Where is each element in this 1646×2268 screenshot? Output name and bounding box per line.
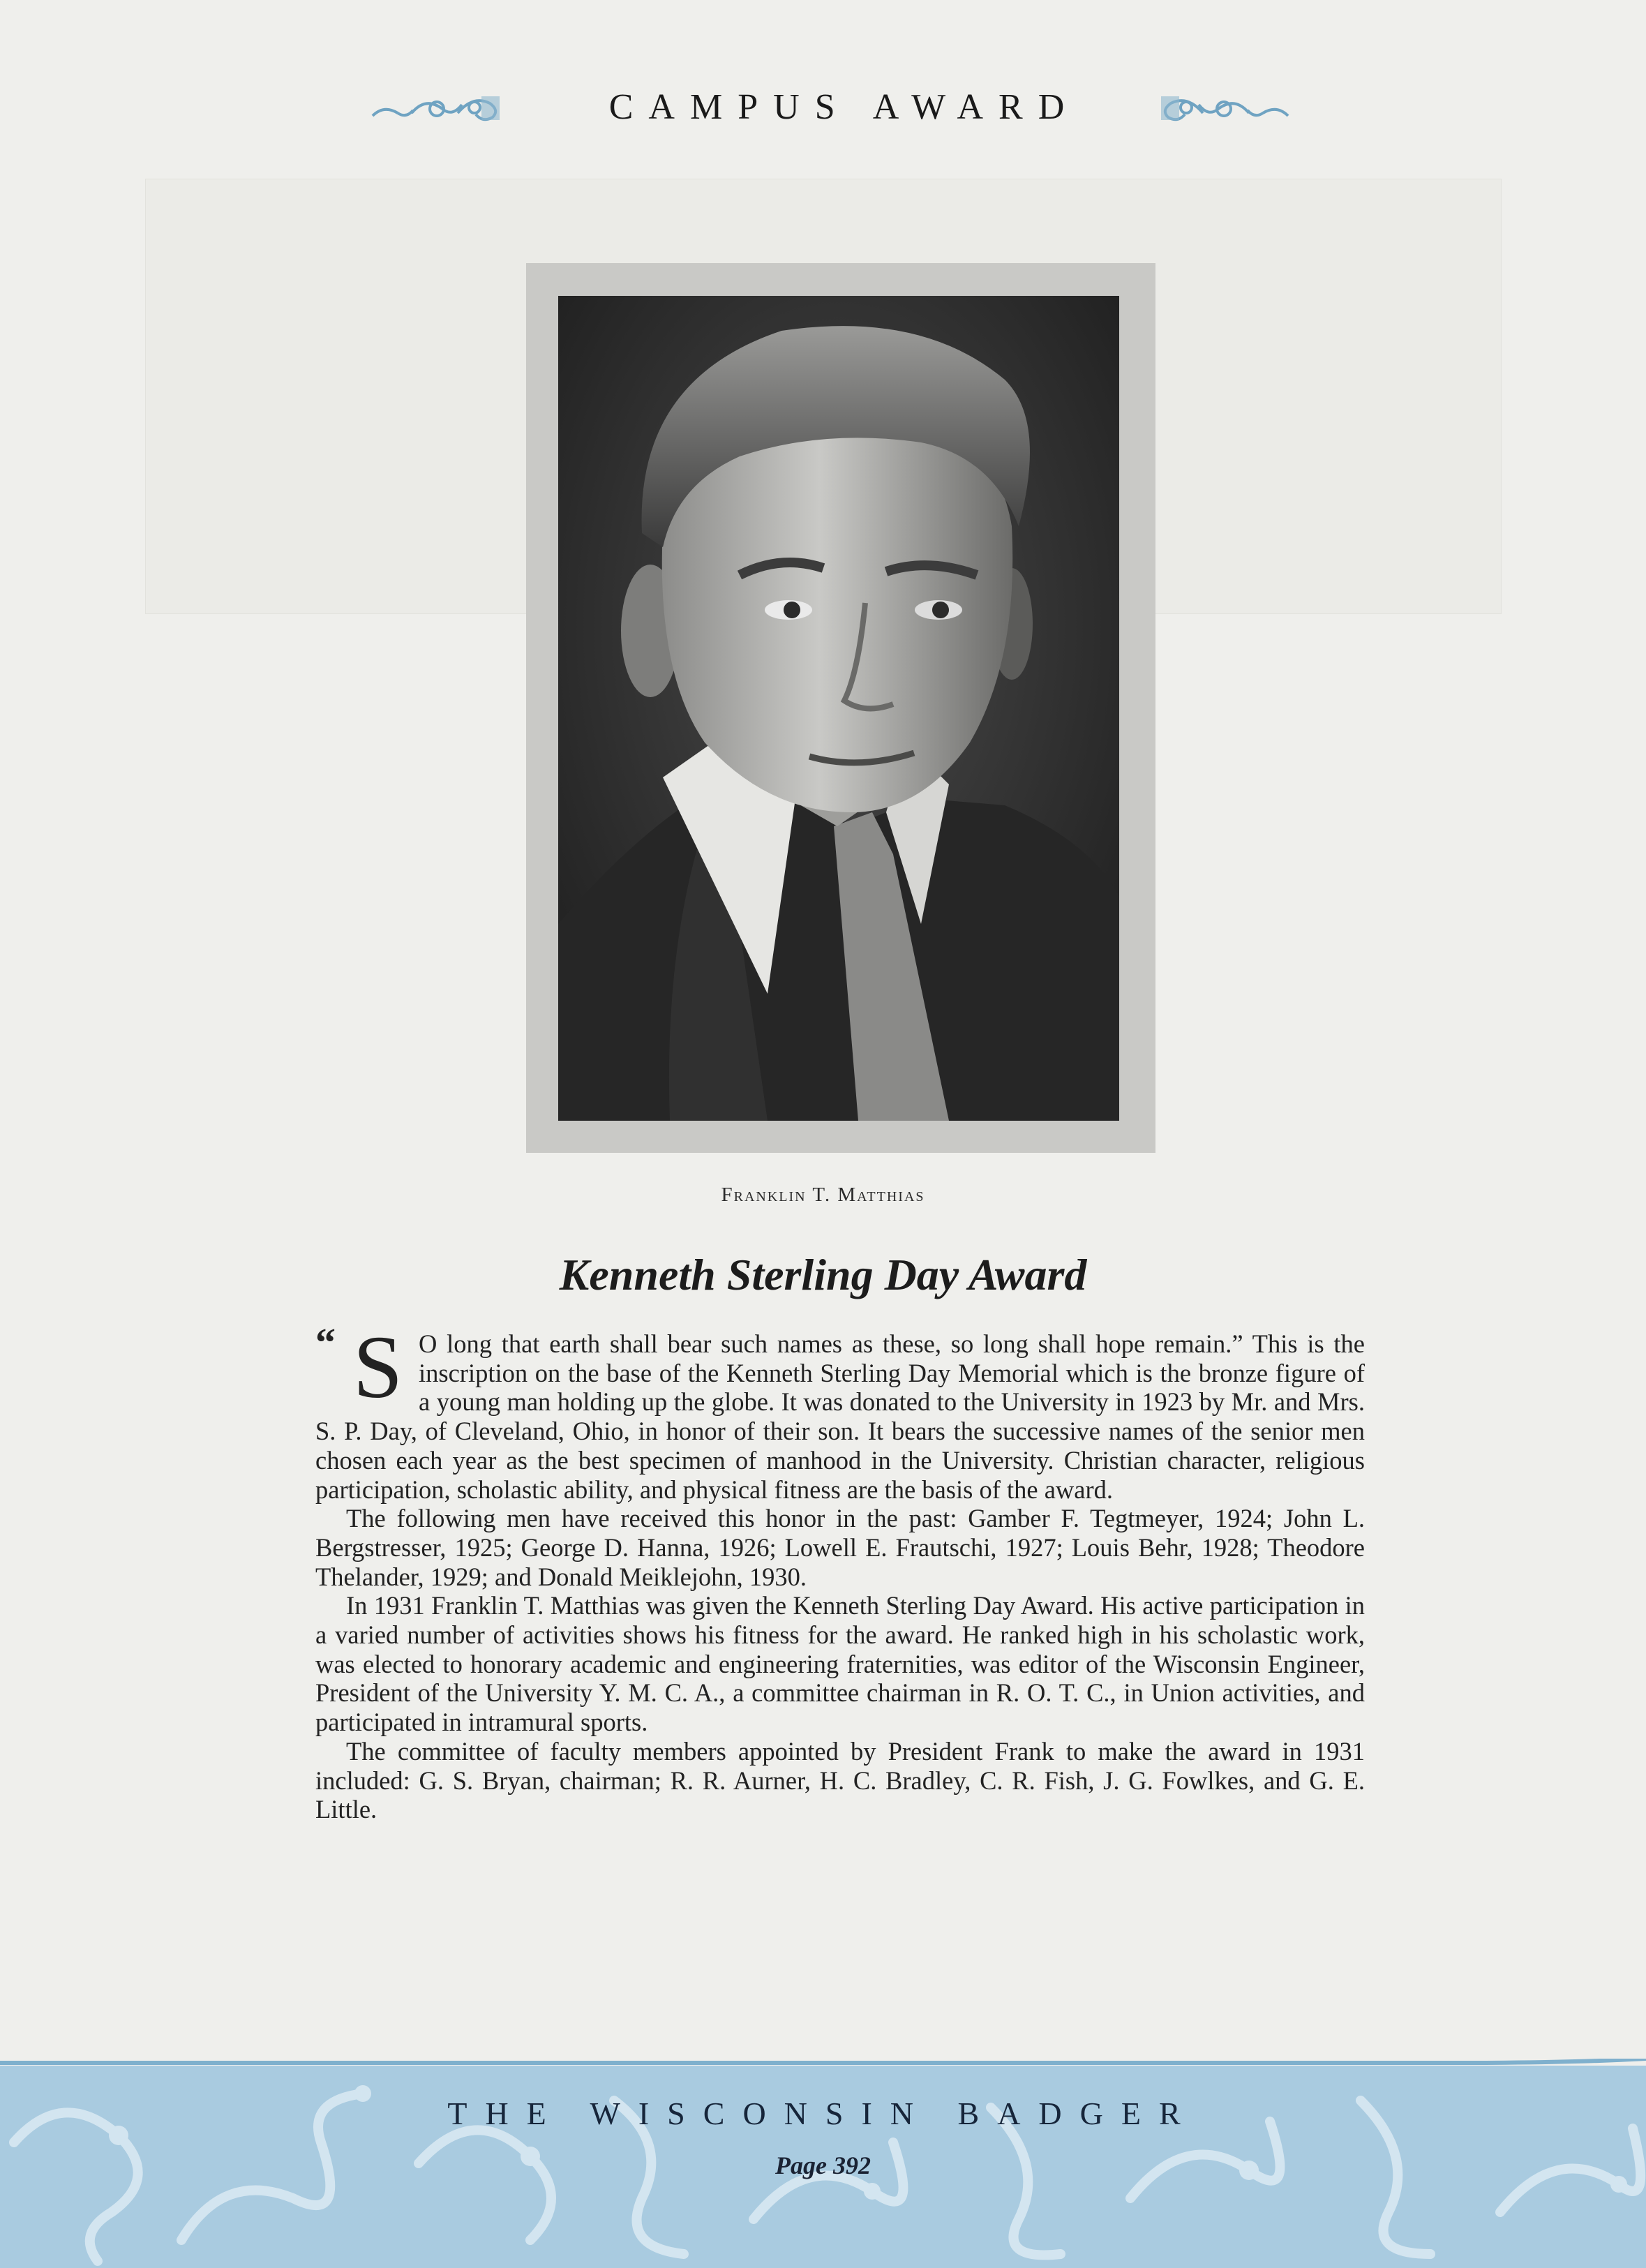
paragraph-3: In 1931 Franklin T. Matthias was given the Kenneth Sterling Day Award. His active participation in a varied number of activities shows his fitness for the award. He ranked high in his scholastic work, was elected to honorary academic and engineering fraternities, was editor of the Wisconsin Engineer, President of the University Y. M. C. A., a committee chairman in R. O. T. C., in Union activities, and participated in intramural sports. [315, 1591, 1365, 1737]
drop-cap-letter: S [353, 1318, 403, 1417]
paragraph-1 [315, 1318, 1365, 1504]
paragraph-4: The committee of faculty members appointed by President Frank to make the award in 1931 included: G. S. Bryan, chairman; R. R. Aurner, H. C. Bradley, C. R. Fish, J. G. Fowlkes, and G. E. Little. [315, 1736, 1365, 1824]
left-scroll-ornament-icon [370, 92, 502, 124]
drop-cap-block [315, 1318, 419, 1417]
right-scroll-ornament-icon [1158, 92, 1291, 124]
opening-quote: “ [315, 1320, 336, 1365]
page-number: Page 392 [775, 2151, 871, 2179]
page-header [0, 82, 1646, 138]
paragraph-2: The following men have received this honor in the past: Gamber F. Tegtmeyer, 1924; John L. Bergstresser, 1925; George D. Hanna, 1926; Lowell E. Frautschi, 1927; Louis Behr, 1928; Theodore Thelander, 1929; and Donald Meiklejohn, 1930. [315, 1504, 1365, 1591]
photo-caption: Franklin T. Matthias [721, 1184, 925, 1206]
publication-name: THE WISCONSIN BADGER [447, 2096, 1199, 2131]
paragraph-text: O long that earth shall bear such names as these, so long shall hope remain.” This is the inscription on the base of the Kenneth Sterling Day Memorial which is the bronze figure of a young man holding up the globe. It was donated to the University in 1923 by Mr. and Mrs. S. P. Day, of Cleveland, Ohio, in honor of their son. It bears the successive names of the senior men chosen each year as the best specimen of manhood in the University. Christian character, religious participation, scholastic ability, and physical fitness are the basis of the award. [315, 1329, 1365, 1504]
article-title: Kenneth Sterling Day Award [559, 1250, 1087, 1299]
section-title: CAMPUS AWARD [608, 87, 1080, 127]
portrait-photo [558, 296, 1119, 1121]
article-body [315, 1318, 1365, 1824]
